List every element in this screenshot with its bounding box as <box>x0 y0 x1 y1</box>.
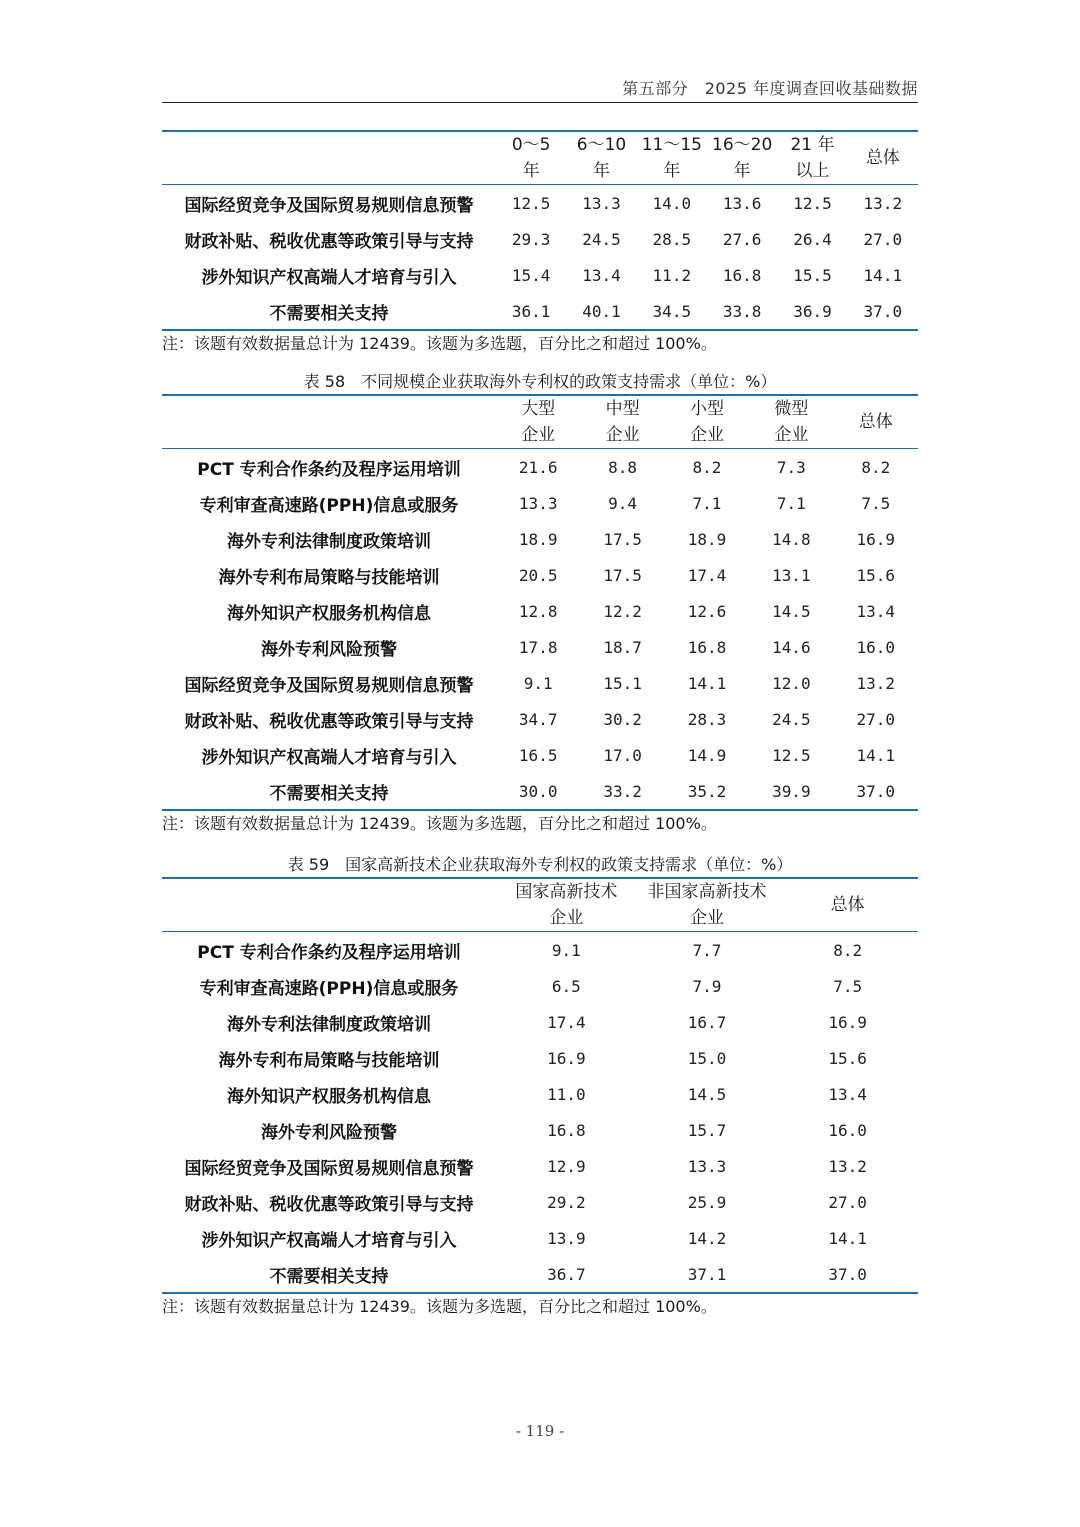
table-cell: 15.6 <box>828 1048 867 1068</box>
table-cell: 17.5 <box>603 529 642 549</box>
table-cell: 16.9 <box>856 529 896 549</box>
table-cell: 7.5 <box>861 493 891 513</box>
table-cell: 28.5 <box>652 229 692 249</box>
table-cell: 8.2 <box>692 457 722 477</box>
column-header <box>777 131 847 185</box>
column-header <box>834 395 918 449</box>
row-label: PCT 专利合作条约及程序运用培训 <box>197 459 461 480</box>
table-cell: 26.4 <box>793 229 832 249</box>
table-cell: 18.7 <box>603 637 642 657</box>
table-cell: 17.4 <box>687 565 727 585</box>
table-cell: 15.7 <box>687 1120 727 1140</box>
table-cell: 12.9 <box>547 1156 586 1176</box>
table-cell: 16.0 <box>856 637 896 657</box>
table-cell: 27.0 <box>828 1192 867 1212</box>
column-header-line: 企业 <box>521 425 556 445</box>
table-cell: 16.8 <box>722 265 762 285</box>
table-cell: 29.3 <box>511 229 551 249</box>
table-cell: 11.2 <box>652 265 692 285</box>
table-cell: 8.2 <box>861 457 891 477</box>
row-label: 海外专利布局策略与技能培训 <box>218 567 440 588</box>
table-cell: 12.5 <box>511 193 551 213</box>
table-cell: 15.6 <box>856 565 896 585</box>
table-row <box>162 221 918 257</box>
row-label: 海外专利风险预警 <box>261 1122 397 1143</box>
table-row <box>162 1220 918 1256</box>
table-row <box>162 185 918 222</box>
table-cell: 14.1 <box>687 673 727 693</box>
column-header-line: 年 <box>733 161 751 181</box>
table-cell: 15.1 <box>603 673 642 693</box>
table-row <box>162 293 918 330</box>
table-cell: 13.4 <box>856 601 896 621</box>
row-label: 财政补贴、税收优惠等政策引导与支持 <box>184 231 474 252</box>
column-header-line: 企业 <box>605 425 640 445</box>
column-header-line: 年 <box>663 161 681 181</box>
column-header-line: 企业 <box>549 908 584 928</box>
table-cell: 34.5 <box>652 301 692 321</box>
table-cell: 16.9 <box>828 1012 867 1032</box>
row-label: 海外专利法律制度政策培训 <box>227 1014 431 1035</box>
table-cell: 12.5 <box>772 745 811 765</box>
table-row <box>162 1040 918 1076</box>
table-cell: 39.9 <box>772 781 811 801</box>
table-cell: 14.9 <box>687 745 727 765</box>
table-cell: 28.3 <box>687 709 727 729</box>
table-cell: 30.2 <box>603 709 642 729</box>
column-header-line: 年 <box>592 161 610 181</box>
table-row <box>162 737 918 773</box>
table-cell: 14.5 <box>772 601 811 621</box>
column-header <box>707 131 777 185</box>
row-label: 涉外知识产权高端人才培育与引入 <box>201 747 457 768</box>
row-label: 国际经贸竞争及国际贸易规则信息预警 <box>184 675 474 696</box>
table-cell: 7.7 <box>692 940 722 960</box>
table-caption: 表 59 国家高新技术企业获取海外专利权的政策支持需求（单位：%） <box>287 855 793 874</box>
table-caption: 表 58 不同规模企业获取海外专利权的政策支持需求（单位：%） <box>303 372 777 391</box>
table-cell: 16.7 <box>687 1012 727 1032</box>
column-header-line: 非国家高新技术 <box>647 882 767 902</box>
column-header-line: 小型 <box>689 399 724 419</box>
table-row <box>162 665 918 701</box>
table-header-row <box>162 131 918 185</box>
header-blank-cell <box>162 131 496 185</box>
table-cell: 27.0 <box>856 709 896 729</box>
table-cell: 13.2 <box>863 193 903 213</box>
table-cell: 29.2 <box>547 1192 586 1212</box>
table-cell: 14.1 <box>863 265 903 285</box>
table-cell: 11.0 <box>547 1084 586 1104</box>
column-header-line: 企业 <box>689 425 724 445</box>
table-cell: 12.8 <box>518 601 558 621</box>
row-label: PCT 专利合作条约及程序运用培训 <box>197 942 461 963</box>
table-cell: 37.1 <box>687 1264 727 1284</box>
table-cell: 12.5 <box>793 193 832 213</box>
header-title: 第五部分 2025 年度调查回收基础数据 <box>622 79 918 98</box>
column-header-line: 11～15 <box>641 135 702 155</box>
table-row <box>162 932 918 969</box>
table-cell: 37.0 <box>863 301 903 321</box>
table-row <box>162 449 918 486</box>
table-row <box>162 1148 918 1184</box>
table-cell: 17.8 <box>518 637 558 657</box>
table-note: 注：该题有效数据量总计为 12439。该题为多选题，百分比之和超过 100%。 <box>162 1297 717 1316</box>
table-cell: 17.0 <box>603 745 642 765</box>
table-cell: 30.0 <box>518 781 558 801</box>
table-row <box>162 593 918 629</box>
column-header <box>848 131 918 185</box>
header-blank-cell <box>162 395 496 449</box>
table-row <box>162 773 918 810</box>
table-cell: 13.2 <box>828 1156 867 1176</box>
table-cell: 7.1 <box>776 493 806 513</box>
table-cell: 24.5 <box>582 229 621 249</box>
table-cell: 9.1 <box>551 940 581 960</box>
column-header <box>496 131 566 185</box>
table-cell: 13.3 <box>518 493 558 513</box>
table-cell: 15.0 <box>687 1048 727 1068</box>
row-label: 涉外知识产权高端人才培育与引入 <box>201 267 457 288</box>
table-cell: 14.2 <box>687 1228 727 1248</box>
table-cell: 37.0 <box>856 781 896 801</box>
table-row <box>162 1076 918 1112</box>
table-cell: 6.5 <box>551 976 581 996</box>
column-header <box>637 131 707 185</box>
table-cell: 34.7 <box>518 709 558 729</box>
page-header <box>162 74 918 103</box>
table-cell: 13.3 <box>582 193 621 213</box>
table-row <box>162 701 918 737</box>
table-row <box>162 1256 918 1293</box>
table-cell: 36.9 <box>793 301 832 321</box>
column-header-line: 国家高新技术 <box>515 882 618 902</box>
table-header-row <box>162 395 918 449</box>
table-cell: 16.8 <box>687 637 727 657</box>
table-58 <box>162 394 918 811</box>
table-57 <box>162 130 918 331</box>
table-row <box>162 968 918 1004</box>
table-58-block <box>162 370 918 837</box>
table-cell: 16.0 <box>828 1120 867 1140</box>
table-cell: 7.3 <box>776 457 806 477</box>
column-header <box>496 878 637 932</box>
column-header <box>496 395 580 449</box>
table-cell: 14.8 <box>772 529 811 549</box>
table-cell: 17.5 <box>603 565 642 585</box>
table-cell: 20.5 <box>518 565 558 585</box>
column-header-line: 16～20 <box>712 135 773 155</box>
table-cell: 13.1 <box>772 565 811 585</box>
table-cell: 13.9 <box>547 1228 586 1248</box>
table-cell: 13.4 <box>828 1084 867 1104</box>
table-cell: 21.6 <box>518 457 558 477</box>
column-header-line: 21 年 <box>790 135 835 155</box>
row-label: 涉外知识产权高端人才培育与引入 <box>201 1230 457 1251</box>
table-57-block <box>162 130 918 357</box>
table-row <box>162 557 918 593</box>
table-row <box>162 629 918 665</box>
table-cell: 16.5 <box>518 745 558 765</box>
column-header <box>637 878 778 932</box>
table-59-block <box>162 853 918 1320</box>
table-cell: 9.1 <box>523 673 553 693</box>
column-header-line: 企业 <box>774 425 809 445</box>
table-59 <box>162 877 918 1294</box>
row-label: 不需要相关支持 <box>269 303 389 324</box>
table-row <box>162 257 918 293</box>
table-cell: 13.6 <box>722 193 762 213</box>
table-cell: 12.0 <box>772 673 811 693</box>
table-cell: 12.6 <box>687 601 727 621</box>
column-header-line: 微型 <box>774 399 809 419</box>
table-cell: 12.2 <box>603 601 642 621</box>
table-row <box>162 1184 918 1220</box>
row-label: 不需要相关支持 <box>269 783 389 804</box>
table-cell: 14.1 <box>828 1228 867 1248</box>
row-label: 不需要相关支持 <box>269 1266 389 1287</box>
table-cell: 16.8 <box>547 1120 586 1140</box>
table-cell: 14.5 <box>687 1084 727 1104</box>
table-cell: 33.2 <box>603 781 642 801</box>
table-cell: 14.1 <box>856 745 896 765</box>
column-header-line: 0～5 <box>511 135 551 155</box>
table-cell: 7.5 <box>833 976 863 996</box>
row-label: 海外专利风险预警 <box>261 639 397 660</box>
column-header <box>749 395 833 449</box>
row-label: 专利审查高速路(PPH)信息或服务 <box>199 495 459 516</box>
table-note: 注：该题有效数据量总计为 12439。该题为多选题，百分比之和超过 100%。 <box>162 334 717 353</box>
table-cell: 18.9 <box>687 529 727 549</box>
column-header-line: 总体 <box>830 895 865 915</box>
table-cell: 17.4 <box>547 1012 586 1032</box>
column-header <box>777 878 918 932</box>
table-cell: 13.4 <box>582 265 621 285</box>
column-header-line: 总体 <box>858 412 893 432</box>
table-cell: 8.2 <box>833 940 863 960</box>
table-cell: 13.3 <box>687 1156 727 1176</box>
table-row <box>162 521 918 557</box>
table-row <box>162 485 918 521</box>
column-header <box>566 131 636 185</box>
table-cell: 27.6 <box>722 229 762 249</box>
table-cell: 37.0 <box>828 1264 867 1284</box>
row-label: 财政补贴、税收优惠等政策引导与支持 <box>184 1194 474 1215</box>
column-header <box>580 395 664 449</box>
table-cell: 9.4 <box>608 493 638 513</box>
table-cell: 14.0 <box>652 193 692 213</box>
page-number: - 119 - <box>515 1422 565 1440</box>
table-cell: 33.8 <box>722 301 762 321</box>
column-header <box>665 395 749 449</box>
header-blank-cell <box>162 878 496 932</box>
row-label: 海外知识产权服务机构信息 <box>227 1086 431 1107</box>
row-label: 财政补贴、税收优惠等政策引导与支持 <box>184 711 474 732</box>
table-row <box>162 1112 918 1148</box>
column-header-line: 6～10 <box>576 135 627 155</box>
table-cell: 27.0 <box>863 229 903 249</box>
column-header-line: 年 <box>522 161 540 181</box>
table-cell: 7.1 <box>692 493 722 513</box>
table-cell: 24.5 <box>772 709 811 729</box>
table-cell: 13.2 <box>856 673 896 693</box>
row-label: 海外专利布局策略与技能培训 <box>218 1050 440 1071</box>
column-header-line: 中型 <box>605 399 640 419</box>
row-label: 国际经贸竞争及国际贸易规则信息预警 <box>184 1158 474 1179</box>
table-note: 注：该题有效数据量总计为 12439。该题为多选题，百分比之和超过 100%。 <box>162 814 717 833</box>
table-cell: 14.6 <box>772 637 811 657</box>
table-cell: 7.9 <box>692 976 722 996</box>
column-header-line: 以上 <box>795 161 830 181</box>
row-label: 专利审查高速路(PPH)信息或服务 <box>199 978 459 999</box>
table-cell: 8.8 <box>608 457 638 477</box>
column-header-line: 大型 <box>521 399 556 419</box>
table-cell: 36.7 <box>547 1264 586 1284</box>
column-header-line: 总体 <box>865 148 900 168</box>
table-cell: 40.1 <box>582 301 621 321</box>
table-cell: 15.4 <box>511 265 551 285</box>
table-cell: 36.1 <box>511 301 551 321</box>
table-cell: 25.9 <box>687 1192 727 1212</box>
table-header-row <box>162 878 918 932</box>
table-cell: 16.9 <box>547 1048 586 1068</box>
table-cell: 35.2 <box>687 781 727 801</box>
column-header-line: 企业 <box>689 908 724 928</box>
table-cell: 15.5 <box>793 265 832 285</box>
row-label: 海外知识产权服务机构信息 <box>227 603 431 624</box>
row-label: 国际经贸竞争及国际贸易规则信息预警 <box>184 195 474 216</box>
table-row <box>162 1004 918 1040</box>
table-cell: 18.9 <box>518 529 558 549</box>
row-label: 海外专利法律制度政策培训 <box>227 531 431 552</box>
